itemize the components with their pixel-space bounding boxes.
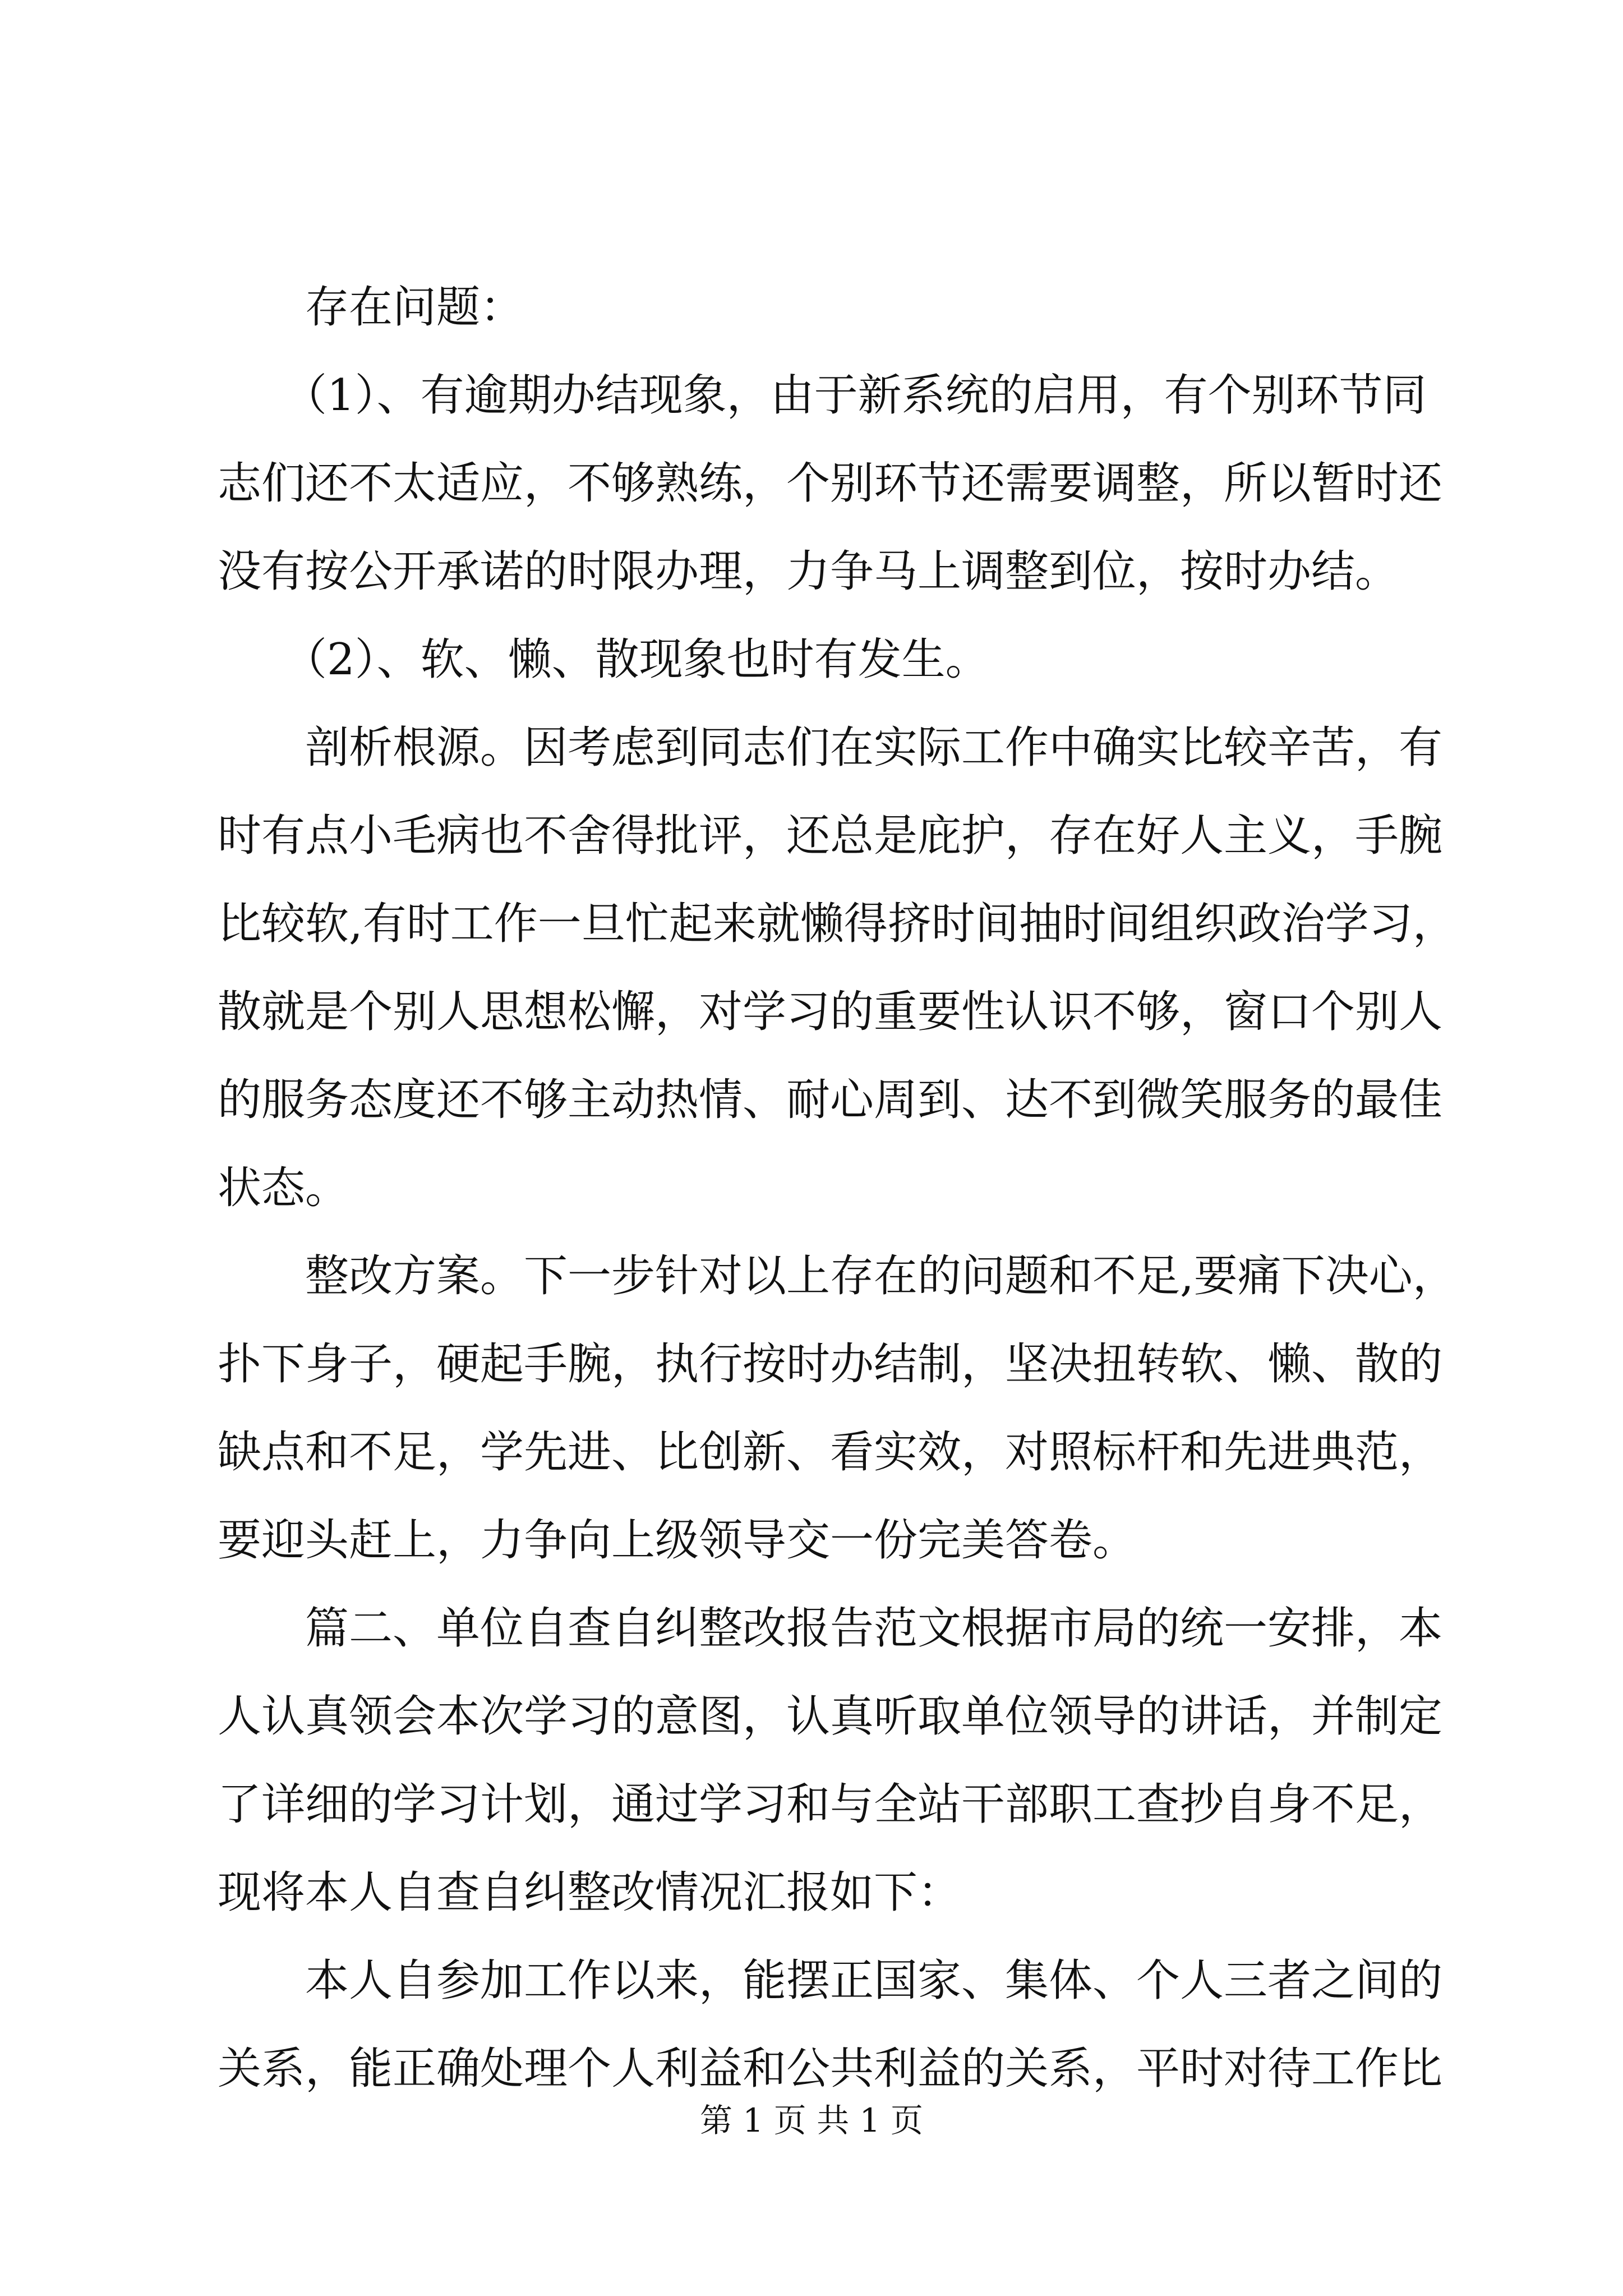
text-line: 状态。 xyxy=(218,1163,349,1213)
page-footer xyxy=(0,2098,1623,2143)
text-line: 人认真领会本次学习的意图，认真听取单位领导的讲话，并制定 xyxy=(218,1691,1443,1742)
text-line: （1）、有逾期办结现象，由于新系统的启用，有个别环节同 xyxy=(218,370,1427,421)
text-line: 比较软,有时工作一旦忙起来就懒得挤时间抽时间组织政治学习， xyxy=(218,899,1456,949)
text-line: 扑下身子，硬起手腕，执行按时办结制，坚决扭转软、懒、散的 xyxy=(218,1339,1443,1389)
text-line: 篇二、单位自查自纠整改报告范文根据市局的统一安排，本 xyxy=(218,1603,1443,1654)
text-line: 散就是个别人思想松懈，对学习的重要性认识不够，窗口个别人 xyxy=(218,987,1443,1037)
text-line: 现将本人自查自纠整改情况汇报如下： xyxy=(218,1867,962,1918)
text-line: 存在问题： xyxy=(218,282,524,333)
text-line: 要迎头赶上，力争向上级领导交一份完美答卷。 xyxy=(218,1515,1137,1566)
text-line: 关系，能正确处理个人利益和公共利益的关系，平时对待工作比 xyxy=(218,2044,1443,2094)
text-line: 的服务态度还不够主动热情、耐心周到、达不到微笑服务的最佳 xyxy=(218,1075,1443,1125)
text-line: 志们还不太适应，不够熟练，个别环节还需要调整，所以暂时还 xyxy=(218,458,1443,509)
text-line: 剖析根源。因考虑到同志们在实际工作中确实比较辛苦，有 xyxy=(218,723,1443,773)
text-line: 时有点小毛病也不舍得批评，还总是庇护，存在好人主义，手腕 xyxy=(218,811,1443,861)
text-line: 本人自参加工作以来，能摆正国家、集体、个人三者之间的 xyxy=(218,1955,1443,2006)
text-line: 没有按公开承诺的时限办理，力争马上调整到位，按时办结。 xyxy=(218,546,1399,597)
text-line: （2）、软、懒、散现象也时有发生。 xyxy=(218,634,989,685)
text-line: 缺点和不足，学先进、比创新、看实效，对照标杆和先进典范， xyxy=(218,1427,1443,1478)
page-number-label: 第 1 页 共 1 页 xyxy=(700,2101,923,2139)
text-line: 整改方案。下一步针对以上存在的问题和不足,要痛下决心， xyxy=(218,1251,1456,1301)
text-line: 了详细的学习计划，通过学习和与全站干部职工查抄自身不足， xyxy=(218,1779,1443,1830)
document-body xyxy=(218,264,1456,2113)
